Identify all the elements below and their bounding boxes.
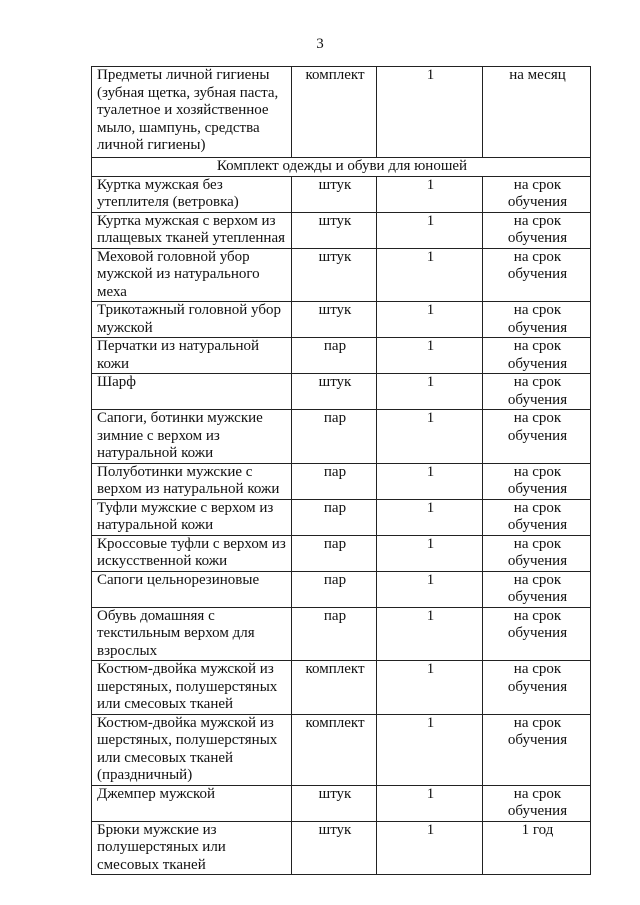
item-name-cell: Сапоги, ботинки мужские зимние с верхом из натуральной кожи [92,410,292,464]
table-row [92,607,591,661]
term-cell: на срок обучения [483,535,591,571]
term-cell: на срок обучения [483,499,591,535]
section-row [92,158,591,177]
quantity-cell: 1 [377,463,483,499]
quantity-cell: 1 [377,374,483,410]
term-cell: на срок обучения [483,607,591,661]
norms-table-body [92,67,591,875]
unit-cell: штук [292,785,377,821]
item-name-cell: Костюм-двойка мужской из шерстяных, полушерстяных или смесовых тканей [92,661,292,715]
table-row [92,374,591,410]
item-name-cell: Перчатки из натуральной кожи [92,338,292,374]
term-cell: 1 год [483,821,591,875]
term-cell: на срок обучения [483,302,591,338]
unit-cell: пар [292,463,377,499]
unit-cell: штук [292,248,377,302]
item-name-cell: Кроссовые туфли с верхом из искусственной кожи [92,535,292,571]
page-number: 3 [316,36,324,52]
quantity-cell: 1 [377,248,483,302]
item-name-cell: Туфли мужские с верхом из натуральной кожи [92,499,292,535]
unit-cell: штук [292,212,377,248]
table-row [92,410,591,464]
quantity-cell: 1 [377,67,483,158]
term-cell: на срок обучения [483,571,591,607]
table-row [92,821,591,875]
table-row [92,785,591,821]
table-row [92,499,591,535]
item-name-cell: Сапоги цельнорезиновые [92,571,292,607]
item-name-cell: Костюм-двойка мужской из шерстяных, полушерстяных или смесовых тканей (праздничный) [92,714,292,785]
table-row [92,302,591,338]
term-cell: на срок обучения [483,374,591,410]
term-cell: на срок обучения [483,248,591,302]
table-row [92,571,591,607]
quantity-cell: 1 [377,714,483,785]
table-row [92,212,591,248]
unit-cell: штук [292,374,377,410]
quantity-cell: 1 [377,571,483,607]
term-cell: на срок обучения [483,212,591,248]
term-cell: на срок обучения [483,714,591,785]
item-name-cell: Обувь домашняя с текстильным верхом для взрослых [92,607,292,661]
term-cell: на срок обучения [483,410,591,464]
unit-cell: комплект [292,714,377,785]
item-name-cell: Меховой головной убор мужской из натурального меха [92,248,292,302]
unit-cell: комплект [292,661,377,715]
section-heading: Комплект одежды и обуви для юношей [92,158,591,177]
quantity-cell: 1 [377,410,483,464]
quantity-cell: 1 [377,212,483,248]
item-name-cell: Полуботинки мужские с верхом из натуральной кожи [92,463,292,499]
quantity-cell: 1 [377,821,483,875]
unit-cell: пар [292,535,377,571]
item-name-cell: Куртка мужская с верхом из плащевых тканей утепленная [92,212,292,248]
unit-cell: комплект [292,67,377,158]
item-name-cell: Джемпер мужской [92,785,292,821]
quantity-cell: 1 [377,661,483,715]
table-row [92,535,591,571]
table-row [92,661,591,715]
quantity-cell: 1 [377,535,483,571]
term-cell: на срок обучения [483,661,591,715]
table-row [92,338,591,374]
quantity-cell: 1 [377,607,483,661]
unit-cell: пар [292,410,377,464]
quantity-cell: 1 [377,785,483,821]
item-name-cell: Куртка мужская без утеплителя (ветровка) [92,176,292,212]
quantity-cell: 1 [377,302,483,338]
quantity-cell: 1 [377,338,483,374]
item-name-cell: Предметы личной гигиены (зубная щетка, зубная паста, туалетное и хозяйственное мыло, шампунь, средства личной гигиены) [92,67,292,158]
item-name-cell: Трикотажный головной убор мужской [92,302,292,338]
unit-cell: пар [292,338,377,374]
table-row [92,714,591,785]
term-cell: на месяц [483,67,591,158]
unit-cell: штук [292,176,377,212]
table-row [92,248,591,302]
table-row [92,67,591,158]
norms-table [91,66,591,875]
table-row [92,463,591,499]
unit-cell: штук [292,302,377,338]
table-row [92,176,591,212]
item-name-cell: Шарф [92,374,292,410]
term-cell: на срок обучения [483,338,591,374]
term-cell: на срок обучения [483,463,591,499]
quantity-cell: 1 [377,176,483,212]
unit-cell: пар [292,499,377,535]
unit-cell: пар [292,571,377,607]
term-cell: на срок обучения [483,785,591,821]
unit-cell: штук [292,821,377,875]
term-cell: на срок обучения [483,176,591,212]
unit-cell: пар [292,607,377,661]
item-name-cell: Брюки мужские из полушерстяных или смесовых тканей [92,821,292,875]
quantity-cell: 1 [377,499,483,535]
